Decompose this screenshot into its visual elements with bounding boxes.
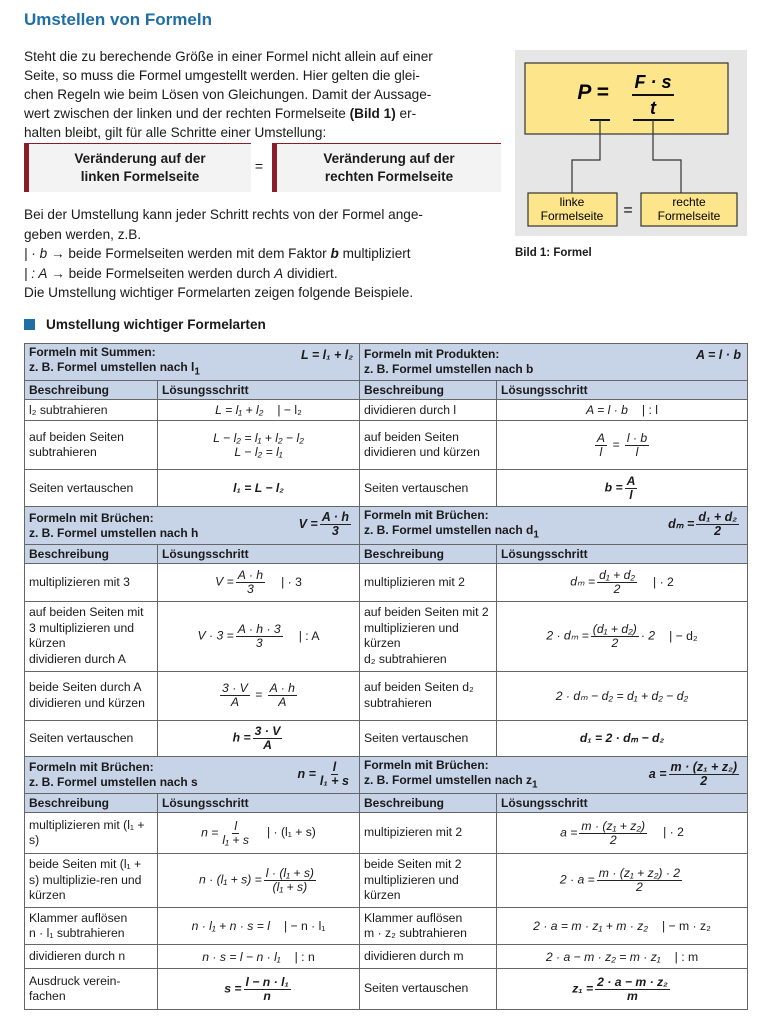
section-header-left xyxy=(25,507,360,544)
explanation-line: geben werden, z.B. xyxy=(24,226,142,242)
description-text: n · l₁ subtrahieren xyxy=(29,926,125,941)
right-side-label: Formelseite xyxy=(657,209,721,223)
column-header: Lösungsschritt xyxy=(158,794,360,813)
step-cell xyxy=(497,945,748,969)
description-cell: Seiten vertauschen xyxy=(25,720,158,756)
column-header: Lösungsschritt xyxy=(497,381,748,400)
denominator: 3 xyxy=(247,581,254,596)
numerator: A · h xyxy=(269,681,295,696)
section-header-right xyxy=(360,344,748,381)
table-row xyxy=(25,400,748,421)
numerator: d₁ + d₂ xyxy=(599,567,636,582)
step-cell xyxy=(158,813,360,854)
section-heading xyxy=(24,317,266,332)
step-cell xyxy=(497,908,748,945)
description-cell: auf beiden Seiten d₂ subtrahieren xyxy=(360,671,497,720)
step-operator: | − l₂ xyxy=(277,403,302,418)
right-side-label: rechte xyxy=(672,195,706,209)
column-header: Lösungsschritt xyxy=(158,381,360,400)
formula-figure xyxy=(515,50,747,236)
description-cell: Seiten vertauschen xyxy=(25,470,158,507)
step-operator: | − m · z₂ xyxy=(661,919,711,934)
section-header-right xyxy=(360,756,748,793)
equality-rule xyxy=(24,143,496,193)
formula-lhs: 2 · dₘ = xyxy=(546,628,589,643)
description-cell: multiplizieren mit (l₁ + s) xyxy=(25,813,158,854)
description-cell: Seiten vertauschen xyxy=(360,969,497,1010)
subscript: 1 xyxy=(532,779,538,791)
denominator: l xyxy=(635,444,639,459)
step-formula: L − l₂ = l₁ xyxy=(234,445,283,460)
column-header: Lösungsschritt xyxy=(497,544,748,563)
description-cell: beide Seiten durch A dividieren und kürzen xyxy=(25,671,158,720)
step-cell xyxy=(158,969,360,1010)
left-change-box xyxy=(24,143,251,192)
numerator: 2 · a − m · z₂ xyxy=(597,974,668,989)
variable: A xyxy=(274,265,284,281)
column-header: Lösungsschritt xyxy=(497,794,748,813)
column-header-row xyxy=(25,381,748,400)
subtitle-text: z. B. Formel umstellen nach z xyxy=(364,772,533,787)
numerator: l · b xyxy=(626,430,648,445)
numerator: 3 · V xyxy=(254,723,281,738)
denominator: 3 xyxy=(255,635,263,650)
numerator: (d₁ + d₂) xyxy=(592,621,637,636)
denominator: A xyxy=(278,695,287,710)
formula-tail: · 2 xyxy=(640,628,656,643)
description-text: auf beiden Seiten mit 3 multiplizieren und kürzen xyxy=(29,605,144,651)
left-box-line: linken Formelseite xyxy=(80,169,200,184)
table-row xyxy=(25,563,748,601)
table-row xyxy=(25,854,748,908)
formula-numerator: F · s xyxy=(634,72,672,92)
denominator: l xyxy=(599,444,603,459)
step-formula: A = l · b xyxy=(586,403,628,418)
formula-lhs: V = xyxy=(298,517,318,532)
column-header: Beschreibung xyxy=(360,794,497,813)
numerator: l − n · l₁ xyxy=(245,974,289,989)
step-operator: | : m xyxy=(674,949,699,964)
description-cell: l₂ subtrahieren xyxy=(25,400,158,421)
formula-table xyxy=(24,343,748,1010)
step-formula: 2 · dₘ − d₂ = d₁ + d₂ − d₂ xyxy=(497,671,748,720)
explanation-text xyxy=(24,205,496,303)
table-section-header xyxy=(25,344,748,381)
step-cell xyxy=(158,563,360,601)
formula-lhs: b = xyxy=(604,480,623,495)
numerator: A xyxy=(596,430,605,445)
step-cell xyxy=(497,563,748,601)
explanation-line: Die Umstellung wichtiger Formelarten zeigen folgende Beispiele. xyxy=(24,285,414,300)
numerator: A xyxy=(626,473,636,488)
variable: b xyxy=(330,246,339,261)
formula-lhs: P = xyxy=(577,81,609,104)
numerator: A · h xyxy=(237,567,264,582)
description-cell: Seiten vertauschen xyxy=(360,470,497,507)
description-cell: beide Seiten mit (l₁ + s) multiplizie-ren und kürzen xyxy=(25,854,158,908)
step-cell xyxy=(497,854,748,908)
description-cell xyxy=(25,908,158,945)
section-subtitle: z. B. Formel umstellen nach h xyxy=(29,525,199,540)
section-subtitle: z. B. Formel umstellen nach s xyxy=(29,774,198,789)
example-text: multipliziert xyxy=(338,246,411,261)
step-operator: | · 2 xyxy=(653,574,674,589)
intro-text: er- xyxy=(395,106,417,121)
formula-lhs: a = xyxy=(560,825,578,840)
description-cell: dividieren durch m xyxy=(360,945,497,969)
denominator: 3 xyxy=(331,524,339,539)
numerator: l xyxy=(332,759,337,774)
figure-reference: (Bild 1) xyxy=(349,106,396,121)
numerator: d₁ + d₂ xyxy=(698,510,737,525)
formula-lhs: s = xyxy=(224,981,242,996)
description-cell: multiplizieren mit 3 xyxy=(25,563,158,601)
intro-paragraph xyxy=(24,47,496,142)
formula-lhs: n = xyxy=(297,766,316,781)
numerator: A · h xyxy=(321,510,349,525)
section-formula xyxy=(668,511,741,538)
description-text: dividieren durch A xyxy=(29,651,126,666)
column-header: Beschreibung xyxy=(25,544,158,563)
intro-line: chen Regeln wie beim Lösen von Gleichungen. Damit der Aussage- xyxy=(24,87,432,102)
numerator: m · (z₁ + z₂) · 2 xyxy=(598,866,681,881)
denominator: m xyxy=(627,988,638,1003)
table-section-header xyxy=(25,507,748,544)
numerator: 3 · V xyxy=(222,681,248,696)
subscript: 1 xyxy=(533,529,539,541)
step-formula: n · s = l − n · l₁ xyxy=(202,949,281,964)
step-cell: $\frac{3 \cdot V}{A}$ = $\frac{A \cdot h}{A}$ xyxy=(158,671,360,720)
step-formula: L − l₂ = l₁ + l₂ − l₂ xyxy=(213,431,304,446)
step-operator: | − n · l₁ xyxy=(283,919,326,934)
section-title-text: Formeln mit Brüchen: xyxy=(29,510,154,525)
step-operator: | · 2 xyxy=(663,825,684,840)
formula-lhs: a = xyxy=(648,766,667,781)
denominator: A xyxy=(230,695,239,710)
column-header: Beschreibung xyxy=(25,794,158,813)
description-cell: multiplizieren mit 2 xyxy=(360,563,497,601)
description-cell: Ausdruck verein-fachen xyxy=(25,969,158,1010)
intro-line: Steht die zu berechende Größe in einer Formel nicht allein auf einer xyxy=(24,49,433,64)
step-cell xyxy=(497,601,748,671)
formula-lhs: V = xyxy=(215,574,234,589)
numerator: l xyxy=(234,818,238,833)
section-marker xyxy=(24,319,35,330)
intro-line: halten bleibt, gilt für alle Schritte einer Umstellung: xyxy=(24,125,327,140)
section-title-text: Formeln mit Summen: xyxy=(29,345,156,359)
step-formula: l₁ = L − l₂ xyxy=(158,470,360,507)
description-cell: dividieren durch n xyxy=(25,945,158,969)
denominator: (l₁ + s) xyxy=(272,880,308,895)
step-cell xyxy=(158,421,360,470)
explanation-line: Bei der Umstellung kann jeder Schritt rechts von der Formel ange- xyxy=(24,207,423,222)
right-box-line: Veränderung auf der xyxy=(323,151,455,166)
right-change-box xyxy=(272,143,501,192)
step-cell xyxy=(158,400,360,421)
table-row xyxy=(25,908,748,945)
left-side-label: Formelseite xyxy=(540,209,604,223)
section-header-right xyxy=(360,507,748,544)
denominator: 2 xyxy=(609,832,617,847)
numerator: m · (z₁ + z₂) xyxy=(581,818,646,833)
formula-lhs: dₘ = xyxy=(668,517,695,532)
formula-lhs: dₘ = xyxy=(570,574,596,589)
numerator: m · (z₁ + z₂) xyxy=(670,759,737,774)
column-header-row xyxy=(25,544,748,563)
table-row xyxy=(25,421,748,470)
step-cell: $\frac{A}{l}$ = $\frac{l \cdot b}{l}$ xyxy=(497,421,748,470)
step-cell xyxy=(497,400,748,421)
table-row xyxy=(25,945,748,969)
step-formula: L = l₁ + l₂ xyxy=(215,403,264,418)
description-cell xyxy=(360,908,497,945)
table-row xyxy=(25,720,748,756)
description-cell: auf beiden Seiten dividieren und kürzen xyxy=(360,421,497,470)
figure-caption: Bild 1: Formel xyxy=(515,247,592,259)
step-operator: | · 3 xyxy=(281,574,302,589)
description-text: Klammer auflösen xyxy=(364,910,463,925)
step-operator: | : l xyxy=(641,403,658,418)
table-row xyxy=(25,969,748,1010)
section-header-left xyxy=(25,756,360,793)
operator: | : A xyxy=(24,265,48,281)
description-text: Klammer auflösen xyxy=(29,910,128,925)
intro-line xyxy=(24,104,496,123)
section-subtitle: z. B. Formel umstellen nach b xyxy=(364,362,534,377)
description-cell: Seiten vertauschen xyxy=(360,720,497,756)
denominator: l₁ + s xyxy=(319,773,349,788)
formula-box xyxy=(525,63,728,134)
denominator: 2 xyxy=(611,635,619,650)
description-cell: dividieren durch l xyxy=(360,400,497,421)
section-title-text: Formeln mit Brüchen: xyxy=(364,508,489,523)
right-box-line: rechten Formelseite xyxy=(324,169,454,184)
denominator: 2 xyxy=(613,581,621,596)
section-header-left xyxy=(25,344,360,381)
description-cell: auf beiden Seiten subtrahieren xyxy=(25,421,158,470)
description-cell: multipizieren mit 2 xyxy=(360,813,497,854)
page-title: Umstellen von Formeln xyxy=(24,10,212,29)
figure-equal-sign: = xyxy=(623,202,633,219)
intro-text: wert zwischen der linken und der rechten Formelseite xyxy=(24,106,350,121)
column-header: Beschreibung xyxy=(360,381,497,400)
section-title-text: Formeln mit Produkten: xyxy=(364,347,500,362)
example-text: → beide Formelseiten werden durch xyxy=(51,265,275,281)
step-operator: | : n xyxy=(294,949,315,964)
column-header: Lösungsschritt xyxy=(158,544,360,563)
denominator: A xyxy=(263,737,272,752)
left-box-line: Veränderung auf der xyxy=(74,151,206,166)
denominator: 2 xyxy=(636,880,643,895)
example-text: dividiert. xyxy=(283,265,338,281)
step-formula: n · l₁ + n · s = l xyxy=(191,919,270,934)
table-section-header xyxy=(25,756,748,793)
left-side-label: linke xyxy=(559,195,585,209)
example-text: → beide Formelseiten werden mit dem Faktor xyxy=(50,246,331,261)
subtitle-text: z. B. Formel umstellen nach d xyxy=(364,523,534,538)
example-multiply xyxy=(24,244,496,264)
formula-lhs: 2 · a = xyxy=(559,872,595,887)
column-header: Beschreibung xyxy=(25,381,158,400)
description-cell: beide Seiten mit 2 multiplizieren und kürzen xyxy=(360,854,497,908)
step-cell xyxy=(497,813,748,854)
section-formula xyxy=(299,511,353,538)
numerator: A · h · 3 xyxy=(237,621,281,636)
numerator: l · (l₁ + s) xyxy=(265,866,314,881)
section-title-text: Formeln mit Brüchen: xyxy=(29,759,154,774)
denominator: l₁ + s xyxy=(222,832,249,847)
step-operator: | − d₂ xyxy=(669,628,698,643)
description-text: auf beiden Seiten mit 2 multiplizieren und kürzen xyxy=(364,605,489,651)
formula-lhs: z₁ = xyxy=(572,981,594,996)
step-cell xyxy=(158,601,360,671)
table-row xyxy=(25,671,748,720)
denominator: l xyxy=(629,487,633,502)
section-formula xyxy=(298,761,354,788)
table-row xyxy=(25,601,748,671)
column-header-row xyxy=(25,794,748,813)
section-formula: A = l · b xyxy=(695,348,741,362)
formula-diagram xyxy=(515,50,747,236)
table-row xyxy=(25,470,748,507)
description-cell xyxy=(360,601,497,671)
formula-lhs: V · 3 = xyxy=(197,628,234,643)
description-cell xyxy=(25,601,158,671)
denominator: n xyxy=(263,988,271,1003)
step-cell xyxy=(158,854,360,908)
subscript: 1 xyxy=(194,366,200,378)
step-operator: | : A xyxy=(298,628,320,643)
table-row xyxy=(25,813,748,854)
formula-lhs: n · (l₁ + s) = xyxy=(199,872,262,887)
step-formula: 2 · a − m · z₂ = m · z₁ xyxy=(545,949,661,964)
section-title: Umstellung wichtiger Formelarten xyxy=(46,317,266,332)
denominator: 2 xyxy=(700,773,708,788)
section-title-text: Formeln mit Brüchen: xyxy=(364,757,489,772)
operator: | · b xyxy=(24,246,48,261)
equal-sign: = xyxy=(254,158,264,174)
column-header: Beschreibung xyxy=(360,544,497,563)
step-cell xyxy=(158,720,360,756)
denominator: 2 xyxy=(714,524,722,539)
example-divide xyxy=(24,264,496,284)
intro-line: Seite, so muss die Formel umgestellt werden. Hier gelten die glei- xyxy=(24,68,420,83)
step-formula: d₁ = 2 · dₘ − d₂ xyxy=(497,720,748,756)
step-cell xyxy=(497,470,748,507)
section-formula: L = l₁ + l₂ xyxy=(300,348,353,362)
step-formula: 2 · a = m · z₁ + m · z₂ xyxy=(533,919,648,934)
section-formula xyxy=(649,761,741,788)
step-cell xyxy=(158,908,360,945)
step-cell xyxy=(497,969,748,1010)
step-cell xyxy=(158,945,360,969)
description-text: d₂ subtrahieren xyxy=(364,651,447,666)
subtitle-text: z. B. Formel umstellen nach l xyxy=(29,360,195,374)
formula-lhs: h = xyxy=(232,730,251,745)
step-operator: | · (l₁ + s) xyxy=(266,825,316,840)
description-text: m · z₂ subtrahieren xyxy=(364,926,467,941)
formula-denominator: t xyxy=(650,98,656,118)
formula-lhs: n = xyxy=(201,825,219,840)
